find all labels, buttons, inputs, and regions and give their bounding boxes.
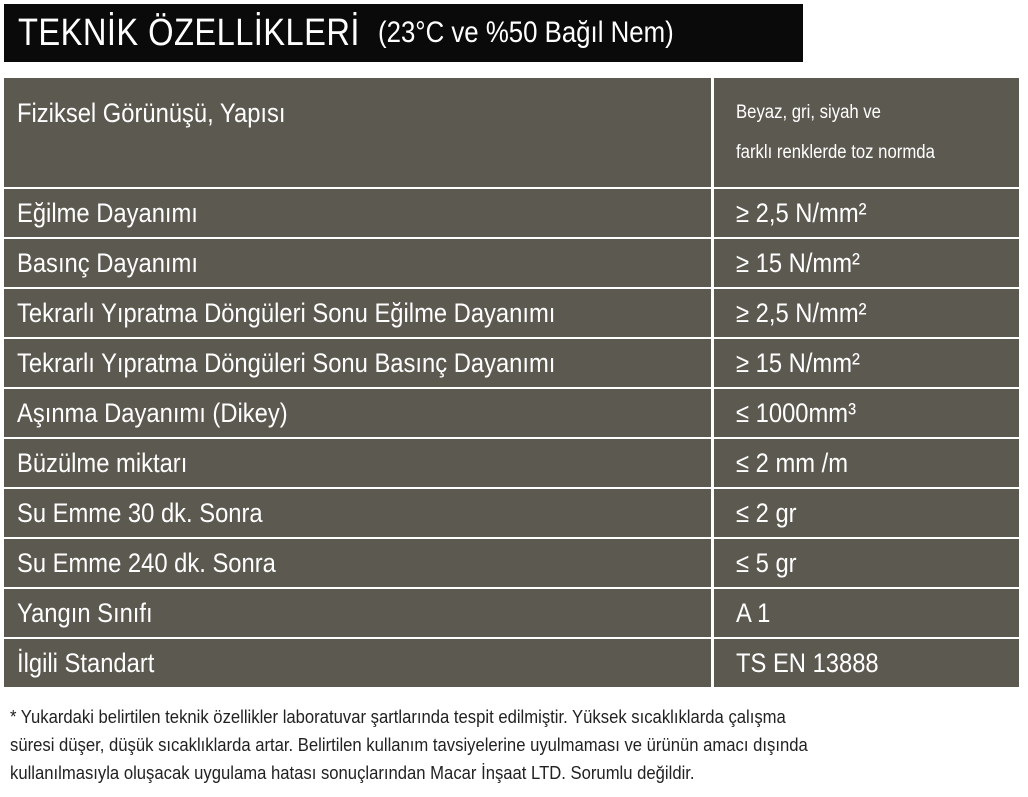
spec-label: İlgili Standart [4,639,711,687]
spec-value: ≥ 2,5 N/mm² [714,289,1019,337]
spec-value: ≥ 2,5 N/mm² [714,189,1019,237]
spec-label: Eğilme Dayanımı [4,189,711,237]
spec-value: ≤ 2 mm /m [714,439,1019,487]
table-row [4,289,1019,337]
table-row [4,239,1019,287]
footnote-line: * Yukardaki belirtilen teknik özellikler laboratuvar şartlarında tespit edilmiştir. Yüksek sıcaklıklarda çalışma [10,706,786,727]
spec-value: ≥ 15 N/mm² [714,339,1019,387]
disclaimer-footnote [10,703,1025,787]
spec-value: ≤ 5 gr [714,539,1019,587]
table-row [4,189,1019,237]
table-row [4,539,1019,587]
spec-value: ≥ 15 N/mm² [714,239,1019,287]
footnote-line: süresi düşer, düşük sıcaklıklarda artar. Belirtilen kullanım tavsiyelerine uyulmaması ve ürünün amacı dışında [10,734,808,755]
spec-label: Fiziksel Görünüşü, Yapısı [4,78,711,187]
section-title-bar [4,4,803,62]
spec-value: ≤ 1000mm³ [714,389,1019,437]
table-row [4,439,1019,487]
table-row [4,589,1019,637]
spec-label: Büzülme miktarı [4,439,711,487]
spec-table [4,78,1019,689]
spec-value-line: farklı renklerde toz normda [736,141,935,163]
table-row [4,339,1019,387]
section-conditions: (23°C ve %50 Bağıl Nem) [377,16,674,49]
spec-label: Yangın Sınıfı [4,589,711,637]
spec-value [714,78,1019,187]
spec-value: A 1 [714,589,1019,637]
table-row [4,389,1019,437]
spec-value: ≤ 2 gr [714,489,1019,537]
section-title: TEKNİK ÖZELLİKLERİ [18,11,360,54]
table-row [4,639,1019,687]
spec-value: TS EN 13888 [714,639,1019,687]
spec-label: Su Emme 240 dk. Sonra [4,539,711,587]
table-row [4,78,1019,187]
footnote-line: kullanılmasıyla oluşacak uygulama hatası sonuçlarından Macar İnşaat LTD. Sorumlu değildir. [10,762,695,783]
spec-label: Tekrarlı Yıpratma Döngüleri Sonu Basınç Dayanımı [4,339,711,387]
spec-label: Tekrarlı Yıpratma Döngüleri Sonu Eğilme Dayanımı [4,289,711,337]
spec-value-line: Beyaz, gri, siyah ve [736,101,881,123]
spec-label: Su Emme 30 dk. Sonra [4,489,711,537]
spec-label: Aşınma Dayanımı (Dikey) [4,389,711,437]
table-row [4,489,1019,537]
spec-label: Basınç Dayanımı [4,239,711,287]
